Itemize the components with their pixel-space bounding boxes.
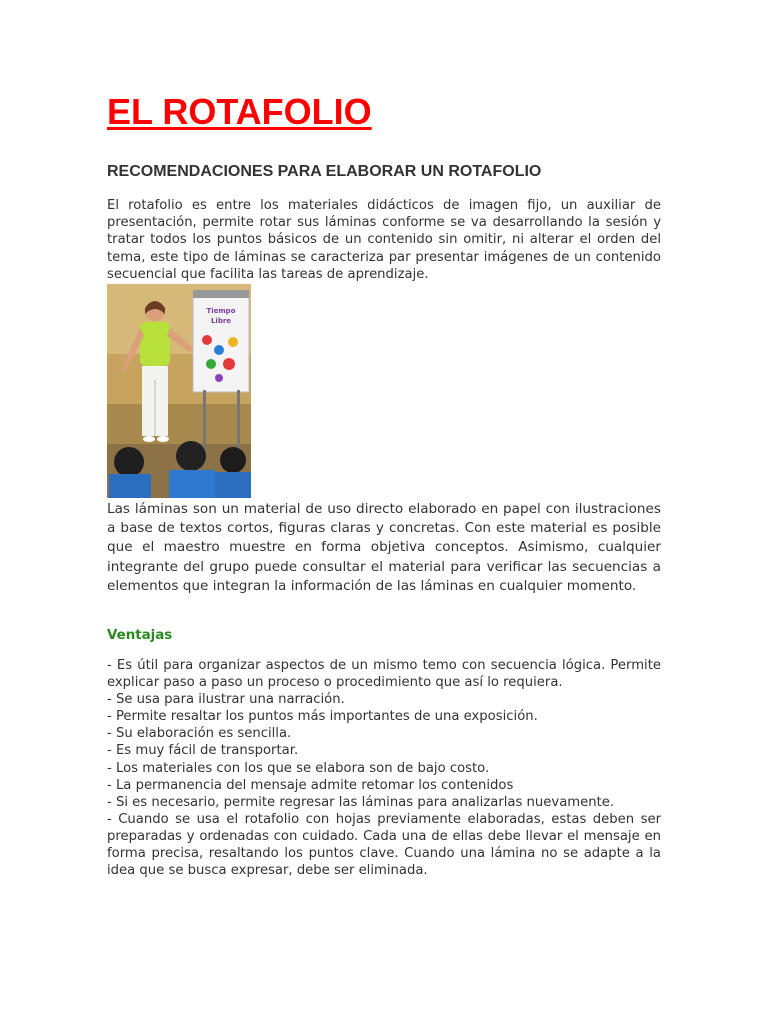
teacher-flipchart-photo [107, 284, 251, 498]
flipchart-label-line1: Tiempo [206, 307, 236, 315]
list-item: - Es muy fácil de transportar. [107, 743, 299, 759]
section-subtitle: RECOMENDACIONES PARA ELABORAR UN ROTAFOLIO [107, 163, 542, 180]
list-item: - Es útil para organizar aspectos de un mismo temo con secuencia lógica. Permite explicar paso a paso un proceso o procedimiento que así lo requiera. [107, 658, 661, 691]
list-item: - La permanencia del mensaje admite retomar los contenidos [107, 777, 514, 793]
flipchart-label-line2: Libre [210, 317, 232, 325]
list-item: - Cuando se usa el rotafolio con hojas previamente elaboradas, estas deben ser preparadas y ordenadas con cuidado. Cada una de ellas debe llevar el mensaje en forma precisa, resaltando los puntos clave. Cuando una lámina no se adapte a la idea que se busca expresar, debe ser eliminada. [107, 811, 661, 879]
ventajas-heading: Ventajas [107, 628, 173, 643]
list-item: - Su elaboración es sencilla. [107, 726, 292, 742]
intro-paragraph: El rotafolio es entre los materiales didácticos de imagen fijo, un auxiliar de presentación, permite rotar sus láminas conforme se va desarrollando la sesión y tratar todos los puntos básicos de un contenido sin omitir, ni alterar el orden del tema, este tipo de láminas se caracteriza par presentar imágenes de un contenido secuencial que facilita las tareas de aprendizaje. [107, 198, 661, 282]
second-paragraph: Las láminas son un material de uso directo elaborado en papel con ilustraciones a base de textos cortos, figuras claras y concretas. Con este material es posible que el maestro muestre en forma objetiva conceptos. Asimismo, cualquier integrante del grupo puede consultar el material para verificar las secuencias a elementos que integran la información de las láminas en cualquier momento. [107, 501, 661, 594]
list-item: - Permite resaltar los puntos más importantes de una exposición. [107, 709, 538, 725]
list-item: - Los materiales con los que se elabora son de bajo costo. [107, 760, 490, 776]
page-title: EL ROTAFOLIO [107, 91, 372, 132]
list-item: - Se usa para ilustrar una narración. [107, 692, 345, 708]
ventajas-list [107, 657, 661, 879]
list-item: - Si es necesario, permite regresar las láminas para analizarlas nuevamente. [107, 794, 615, 810]
